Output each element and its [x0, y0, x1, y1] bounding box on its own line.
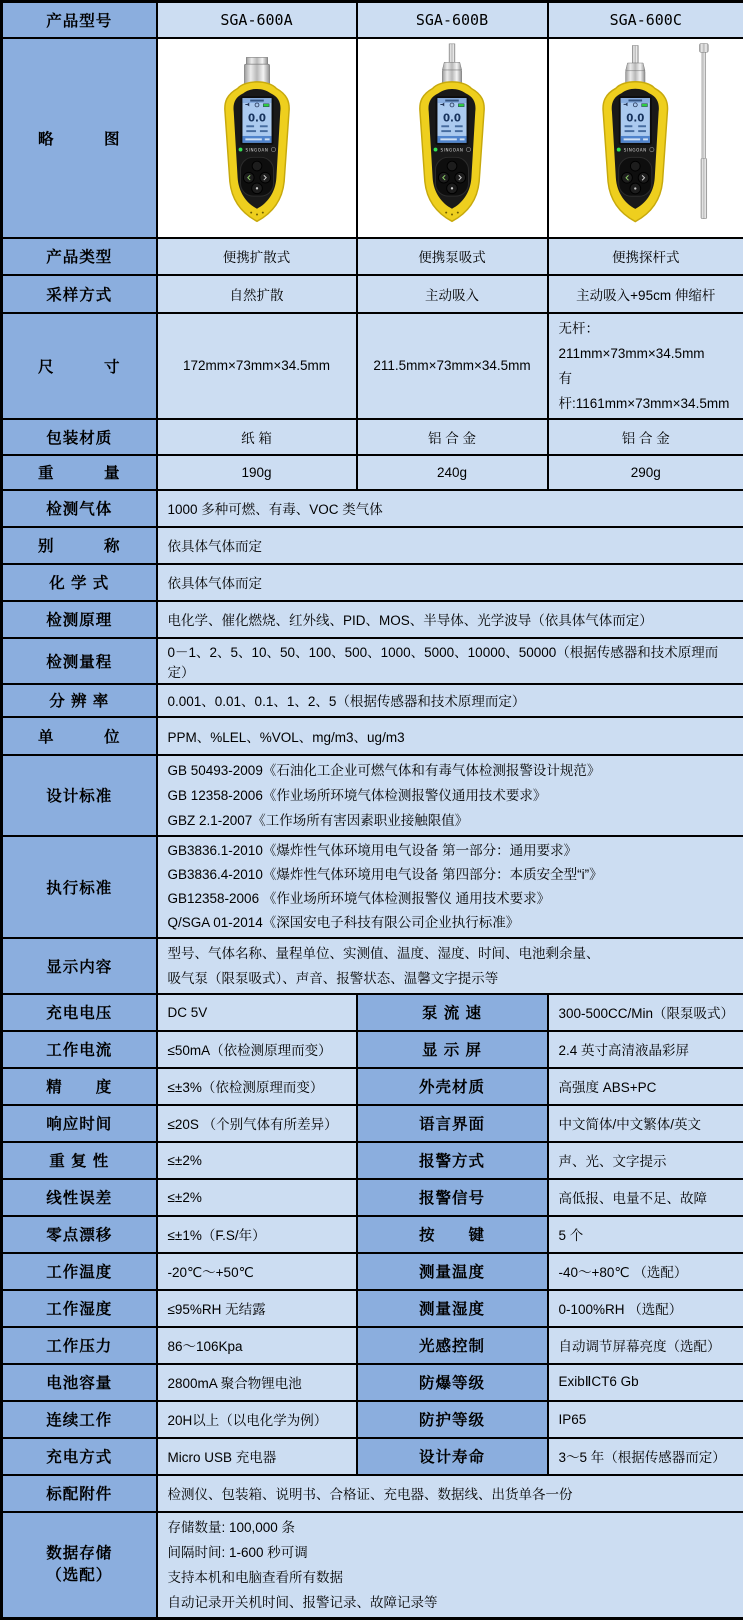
led-indicator [617, 148, 621, 152]
value-cell: 便携扩散式 [157, 238, 357, 275]
screen-reading: 0.0 [626, 113, 644, 124]
value-cell: 172mm×73mm×34.5mm [157, 313, 357, 419]
led-indicator [238, 148, 242, 152]
value-cell: -40～+80℃ （选配） [548, 1253, 743, 1290]
row-label: 按 键 [357, 1216, 548, 1253]
row-sampling-method [2, 275, 743, 313]
row-product-type [2, 238, 743, 275]
battery-icon [642, 104, 648, 107]
lcd-screen [242, 98, 271, 143]
row-working-pressure-light-control [2, 1327, 743, 1364]
row-label: 显 示 屏 [357, 1031, 548, 1068]
value-cell: 便携探杆式 [548, 238, 743, 275]
device-photo-sga-600a [193, 41, 321, 229]
row-label: 分 辨 率 [2, 684, 157, 717]
value-cell: 2800mA 聚合物锂电池 [157, 1364, 357, 1401]
value-cell: 0-100%RH （选配） [548, 1290, 743, 1327]
pump-probe-icon [442, 44, 461, 85]
device-photo-sga-600b [388, 41, 516, 229]
value-cell: ≤±2% [157, 1142, 357, 1179]
standard-line: GB 12358-2006《作业场所环境气体检测报警仪通用技术要求》 [168, 783, 734, 808]
storage-line: 间隔时间: 1-600 秒可调 [168, 1540, 734, 1565]
row-label: 重 复 性 [2, 1142, 157, 1179]
row-label-line: （选配） [4, 1565, 155, 1587]
brand-label: SINGOAN [624, 148, 647, 153]
row-label: 充电电压 [2, 994, 157, 1031]
row-label: 报警信号 [357, 1179, 548, 1216]
row-label: 工作压力 [2, 1327, 157, 1364]
value-cell [157, 755, 743, 836]
row-label: 测量湿度 [357, 1290, 548, 1327]
row-label: 执行标准 [2, 836, 157, 938]
row-alias [2, 527, 743, 564]
value-cell: 纸 箱 [157, 419, 357, 455]
row-label: 设计寿命 [357, 1438, 548, 1475]
row-label: 尺 寸 [2, 313, 157, 419]
row-charge-voltage-pump-flow [2, 994, 743, 1031]
row-label: 防护等级 [357, 1401, 548, 1438]
value-cell: 铝 合 金 [548, 419, 743, 455]
model-name-b: SGA-600B [357, 2, 548, 38]
row-label: 连续工作 [2, 1401, 157, 1438]
row-label: 线性误差 [2, 1179, 157, 1216]
row-label: 工作电流 [2, 1031, 157, 1068]
row-label: 化 学 式 [2, 564, 157, 601]
row-accuracy-housing [2, 1068, 743, 1105]
standard-line: GB3836.1-2010《爆炸性气体环境用电气设备 第一部分：通用要求》 [168, 839, 734, 863]
model-name-c: SGA-600C [548, 2, 743, 38]
row-working-humidity-measure-humidity [2, 1290, 743, 1327]
button-pad [436, 157, 469, 196]
row-linearity-alarm-signal [2, 1179, 743, 1216]
value-cell: 主动吸入+95cm 伸缩杆 [548, 275, 743, 313]
value-cell: 检测仪、包装箱、说明书、合格证、充电器、数据线、出货单各一份 [157, 1475, 743, 1512]
value-cell: IP65 [548, 1401, 743, 1438]
value-cell: 依具体气体而定 [157, 564, 743, 601]
led-indicator [434, 148, 438, 152]
row-label: 测量温度 [357, 1253, 548, 1290]
row-zero-drift-keys [2, 1216, 743, 1253]
button-pad [240, 157, 273, 196]
brand-label: SINGOAN [245, 147, 268, 152]
value-cell: 1000 多种可燃、有毒、VOC 类气体 [157, 490, 743, 527]
storage-line: 支持本机和电脑查看所有数据 [168, 1565, 734, 1590]
screen-reading: 0.0 [443, 113, 461, 124]
photo-cell-a [157, 38, 357, 238]
row-continuous-work-protection [2, 1401, 743, 1438]
row-label: 外壳材质 [357, 1068, 548, 1105]
dimension-line: 有杆:1161mm×73mm×34.5mm [559, 366, 734, 416]
row-data-storage [2, 1512, 743, 1619]
row-packing-material [2, 419, 743, 455]
display-line: 吸气泵（限泵吸式）、声音、报警状态、温馨文字提示等 [168, 966, 734, 991]
row-battery-explosion-proof [2, 1364, 743, 1401]
value-cell: 声、光、文字提示 [548, 1142, 743, 1179]
row-label: 检测原理 [2, 601, 157, 638]
value-cell: 2.4 英寸高清液晶彩屏 [548, 1031, 743, 1068]
value-cell: PPM、%LEL、%VOL、mg/m3、ug/m3 [157, 717, 743, 755]
value-cell: 300-500CC/Min（限泵吸式） [548, 994, 743, 1031]
value-cell: ≤±3%（依检测原理而变） [157, 1068, 357, 1105]
display-line: 型号、气体名称、量程单位、实测值、温度、湿度、时间、电池剩余量、 [168, 941, 734, 966]
row-detect-range [2, 638, 743, 684]
row-label: 防爆等级 [357, 1364, 548, 1401]
row-label [2, 1512, 157, 1619]
pump-probe-icon [626, 46, 645, 85]
row-model-header [2, 2, 743, 38]
row-label: 重 量 [2, 455, 157, 490]
value-cell: 20H以上（以电化学为例） [157, 1401, 357, 1438]
lcd-screen [437, 98, 466, 143]
sensor-cap-icon [244, 57, 269, 84]
row-label: 泵 流 速 [357, 994, 548, 1031]
value-cell: 190g [157, 455, 357, 490]
row-label-product-model: 产品型号 [2, 2, 157, 38]
device-photo-sga-600c [574, 41, 717, 229]
standard-line: GB 50493-2009《石油化工企业可燃气体和有毒气体检测报警设计规范》 [168, 758, 734, 783]
value-cell: ≤±1%（F.S/年） [157, 1216, 357, 1253]
row-label: 电池容量 [2, 1364, 157, 1401]
photo-cell-c [548, 38, 743, 238]
storage-line: 存储数量: 100,000 条 [168, 1515, 734, 1540]
row-label: 别 称 [2, 527, 157, 564]
row-label: 充电方式 [2, 1438, 157, 1475]
value-cell: 自然扩散 [157, 275, 357, 313]
value-cell: 3～5 年（根据传感器而定） [548, 1438, 743, 1475]
value-cell [548, 313, 743, 419]
row-label: 单 位 [2, 717, 157, 755]
storage-line: 自动记录开关机时间、报警记录、故障记录等 [168, 1590, 734, 1615]
row-label: 工作湿度 [2, 1290, 157, 1327]
value-cell: 240g [357, 455, 548, 490]
value-cell: 290g [548, 455, 743, 490]
standard-line: GB12358-2006 《作业场所环境气体检测报警仪 通用技术要求》 [168, 887, 734, 911]
row-detect-gas [2, 490, 743, 527]
row-working-temp-measure-temp [2, 1253, 743, 1290]
row-charging-method-design-life [2, 1438, 743, 1475]
row-resolution [2, 684, 743, 717]
row-label: 报警方式 [357, 1142, 548, 1179]
value-cell [157, 836, 743, 938]
brand-label: SINGOAN [441, 147, 464, 152]
row-display-content [2, 938, 743, 994]
row-repeatability-alarm-mode [2, 1142, 743, 1179]
screen-reading: 0.0 [247, 113, 265, 124]
standard-line: GBZ 2.1-2007《工作场所有害因素职业接触限值》 [168, 808, 734, 833]
row-label: 语言界面 [357, 1105, 548, 1142]
row-chemical-formula [2, 564, 743, 601]
value-cell: 电化学、催化燃烧、红外线、PID、MOS、半导体、光学波导（依具体气体而定） [157, 601, 743, 638]
standard-line: Q/SGA 01-2014《深国安电子科技有限公司企业执行标准》 [168, 911, 734, 935]
value-cell [157, 938, 743, 994]
row-working-current-display-screen [2, 1031, 743, 1068]
value-cell: 主动吸入 [357, 275, 548, 313]
row-label: 检测量程 [2, 638, 157, 684]
row-accessories [2, 1475, 743, 1512]
value-cell [157, 1512, 743, 1619]
row-response-language [2, 1105, 743, 1142]
value-cell: 便携泵吸式 [357, 238, 548, 275]
row-label: 响应时间 [2, 1105, 157, 1142]
value-cell: 0－1、2、5、10、50、100、500、1000、5000、10000、50000（根据传感器和技术原理而定） [157, 638, 743, 684]
row-label: 零点漂移 [2, 1216, 157, 1253]
value-cell: 高低报、电量不足、故障 [548, 1179, 743, 1216]
row-exec-standard [2, 836, 743, 938]
standard-line: GB3836.4-2010《爆炸性气体环境用电气设备 第四部分：本质安全型“i”》 [168, 863, 734, 887]
row-detect-principle [2, 601, 743, 638]
row-label: 标配附件 [2, 1475, 157, 1512]
row-sketch [2, 38, 743, 238]
dimension-line: 无杆： 211mm×73mm×34.5mm [559, 316, 734, 366]
row-label-sketch: 略 图 [2, 38, 157, 238]
row-label: 包装材质 [2, 419, 157, 455]
value-cell: ≤±2% [157, 1179, 357, 1216]
row-label: 采样方式 [2, 275, 157, 313]
value-cell: 0.001、0.01、0.1、1、2、5（根据传感器和技术原理而定） [157, 684, 743, 717]
value-cell: ≤50mA（依检测原理而变） [157, 1031, 357, 1068]
battery-icon [458, 104, 464, 107]
row-unit [2, 717, 743, 755]
value-cell: 211.5mm×73mm×34.5mm [357, 313, 548, 419]
row-label: 工作温度 [2, 1253, 157, 1290]
telescopic-rod-icon [700, 44, 709, 219]
row-weight [2, 455, 743, 490]
value-cell: 86～106Kpa [157, 1327, 357, 1364]
value-cell: ≤20S （个别气体有所差异） [157, 1105, 357, 1142]
value-cell: ≤95%RH 无结露 [157, 1290, 357, 1327]
row-label: 设计标准 [2, 755, 157, 836]
value-cell: -20℃～+50℃ [157, 1253, 357, 1290]
value-cell: DC 5V [157, 994, 357, 1031]
row-design-standard [2, 755, 743, 836]
photo-cell-b [357, 38, 548, 238]
value-cell: 依具体气体而定 [157, 527, 743, 564]
row-dimensions [2, 313, 743, 419]
value-cell: 铝 合 金 [357, 419, 548, 455]
row-label: 精 度 [2, 1068, 157, 1105]
row-label: 检测气体 [2, 490, 157, 527]
value-cell: 5 个 [548, 1216, 743, 1253]
model-name-a: SGA-600A [157, 2, 357, 38]
value-cell: Micro USB 充电器 [157, 1438, 357, 1475]
value-cell: ExibⅡCT6 Gb [548, 1364, 743, 1401]
row-label: 显示内容 [2, 938, 157, 994]
battery-icon [263, 104, 269, 107]
row-label: 产品类型 [2, 238, 157, 275]
row-label: 光感控制 [357, 1327, 548, 1364]
row-label-line: 数据存储 [4, 1543, 155, 1565]
value-cell: 中文简体/中文繁体/英文 [548, 1105, 743, 1142]
value-cell: 自动调节屏幕亮度（选配） [548, 1327, 743, 1364]
value-cell: 高强度 ABS+PC [548, 1068, 743, 1105]
